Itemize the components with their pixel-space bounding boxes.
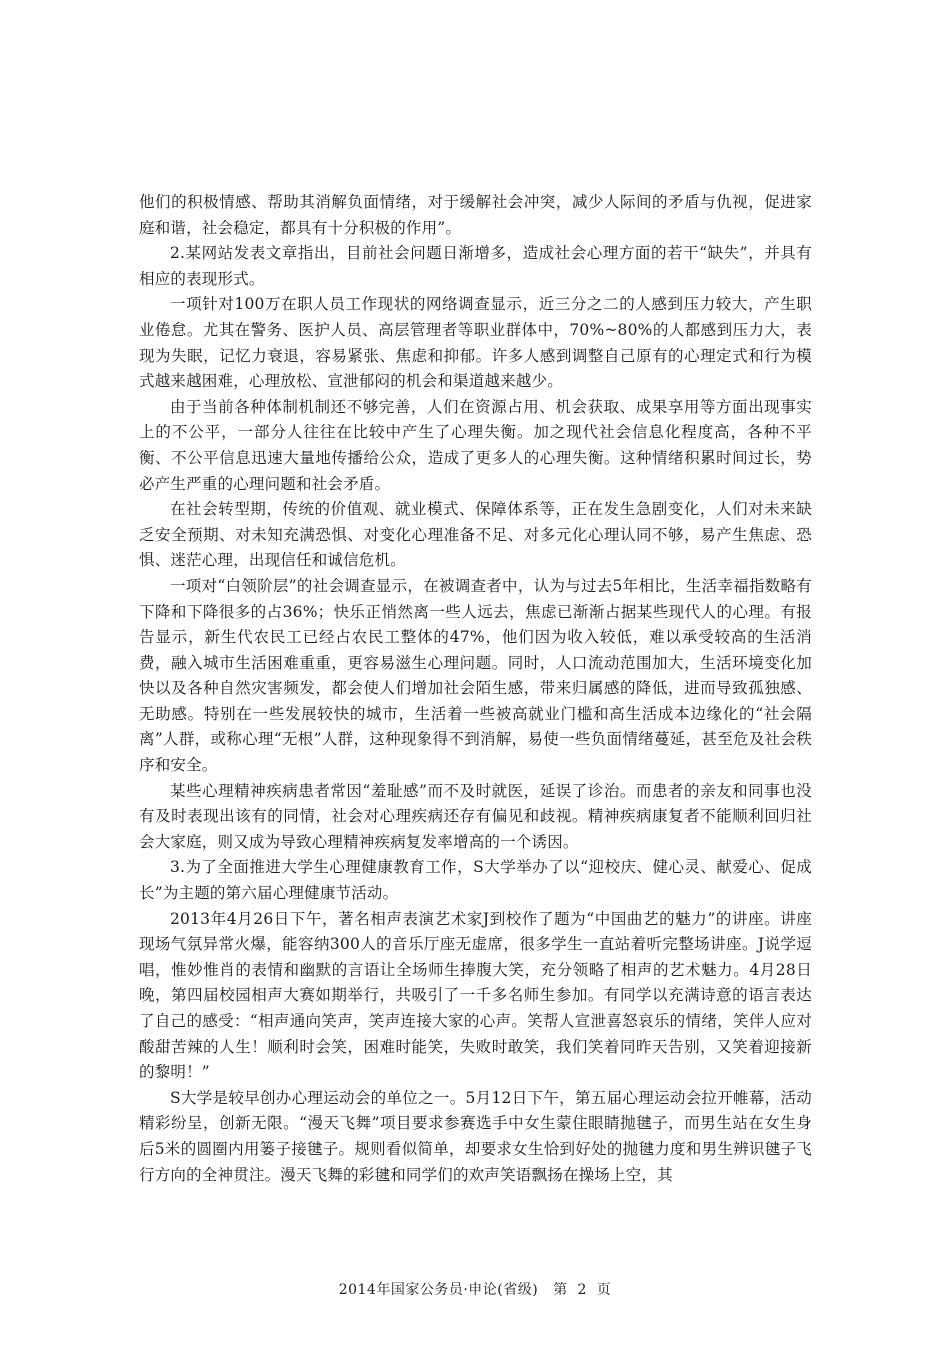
paragraph: 某些心理精神疾病患者常因“羞耻感”而不及时就医，延误了诊治。而患者的亲友和同事也没有及时表现出该有的同情，社会对心理疾病还存有偏见和歧视。精神疾病康复者不能顺利回归社会大家庭，则又成为导致心理精神疾病复发率增高的一个诱因。	[139, 781, 812, 851]
paragraph-item-3: 3.为了全面推进大学生心理健康教育工作，S大学举办了以“迎校庆、健心灵、献爱心、促成长”为主题的第六届心理健康节活动。	[139, 858, 812, 903]
paragraph-item-2: 2.某网站发表文章指出，目前社会问题日渐增多，造成社会心理方面的若干“缺失”，并具有相应的表现形式。	[139, 244, 812, 288]
paragraph: 一项针对100万在职人员工作现状的网络调查显示，近三分之二的人感到压力较大，产生职业倦怠。尤其在警务、医护人员、高层管理者等职业群体中，70%~80%的人都感到压力大，表现为失眠，记忆力衰退，容易紧张、焦虑和抑郁。许多人感到调整自己原有的心理定式和行为模式越来越困难，心理放松、宣泄郁闷的机会和渠道越来越少。	[139, 295, 812, 391]
footer-page-prefix: 第	[553, 1282, 568, 1298]
paragraph: 一项对“白领阶层”的社会调查显示，在被调查者中，认为与过去5年相比，生活幸福指数略有下降和下降很多的占36%；快乐正悄然离一些人远去，焦虑已渐渐占据某些现代人的心理。有报告显示，新生代农民工已经占农民工整体的47%，他们因为收入较低，难以承受较高的生活消费，融入城市生活困难重重，更容易滋生心理问题。同时，人口流动范围加大，生活环境变化加快以及各种自然灾害频发，都会使人们增加社会陌生感，带来归属感的降低，进而导致孤独感、无助感。特别在一些发展较快的城市，生活着一些被高就业门槛和高生活成本边缘化的“社会隔离”人群，或称心理“无根”人群，这种现象得不到消解，易使一些负面情绪蔓延，甚至危及社会秩序和安全。	[139, 576, 812, 775]
paragraph: 在社会转型期，传统的价值观、就业模式、保障体系等，正在发生急剧变化，人们对未来缺乏安全预期、对未知充满恐惧、对变化心理准备不足、对多元化心理认同不够，易产生焦虑、恐惧、迷茫心理，出现信任和诚信危机。	[139, 500, 812, 570]
paragraph: S大学是较早创办心理运动会的单位之一。5月12日下午，第五届心理运动会拉开帷幕，活动精彩纷呈，创新无限。“漫天飞舞”项目要求参赛选手中女生蒙住眼睛抛毽子，而男生站在女生身后5米的圆圈内用篓子接毽子。规则看似简单，却要求女生恰到好处的抛毽力度和男生辨识毽子飞行方向的全神贯注。漫天飞舞的彩毽和同学们的欢声笑语飘扬在操场上空，其	[139, 1088, 812, 1184]
paragraph: 2013年4月26日下午，著名相声表演艺术家J到校作了题为“中国曲艺的魅力”的讲座。讲座现场气氛异常火爆，能容纳300人的音乐厅座无虚席，很多学生一直站着听完整场讲座。J说学逗唱，惟妙惟肖的表情和幽默的言语让全场师生捧腹大笑，充分领略了相声的艺术魅力。4月28日晚，第四届校园相声大赛如期举行，共吸引了一千多名师生参加。有同学以充满诗意的语言表达了自己的感受：“相声通向笑声，笑声连接大家的心声。笑帮人宣泄喜怒哀乐的情绪，笑伴人应对酸甜苦辣的人生！顺利时会笑，困难时能笑，失败时敢笑，我们笑着同昨天告别，又笑着迎接新的黎明！”	[139, 909, 812, 1082]
footer-title: 2014年国家公务员·申论(省级)	[338, 1282, 539, 1298]
footer-page-suffix: 页	[596, 1282, 612, 1298]
paragraph: 由于当前各种体制机制还不够完善，人们在资源占用、机会获取、成果享用等方面出现事实上的不公平，一部分人往往在比较中产生了心理失衡。加之现代社会信息化程度高，各种不平衡、不公平信息迅速大量地传播给公众，造成了更多人的心理失衡。这种情绪积累时间过长，势必产生严重的心理问题和社会矛盾。	[139, 397, 812, 493]
footer-page-number: 2	[577, 1282, 587, 1298]
paragraph-continued: 他们的积极情感、帮助其消解负面情绪，对于缓解社会冲突，减少人际间的矛盾与仇视，促进家庭和谐，社会稳定，都具有十分积极的作用”。	[139, 193, 812, 237]
page-footer	[0, 1279, 950, 1299]
document-body	[139, 190, 812, 1188]
